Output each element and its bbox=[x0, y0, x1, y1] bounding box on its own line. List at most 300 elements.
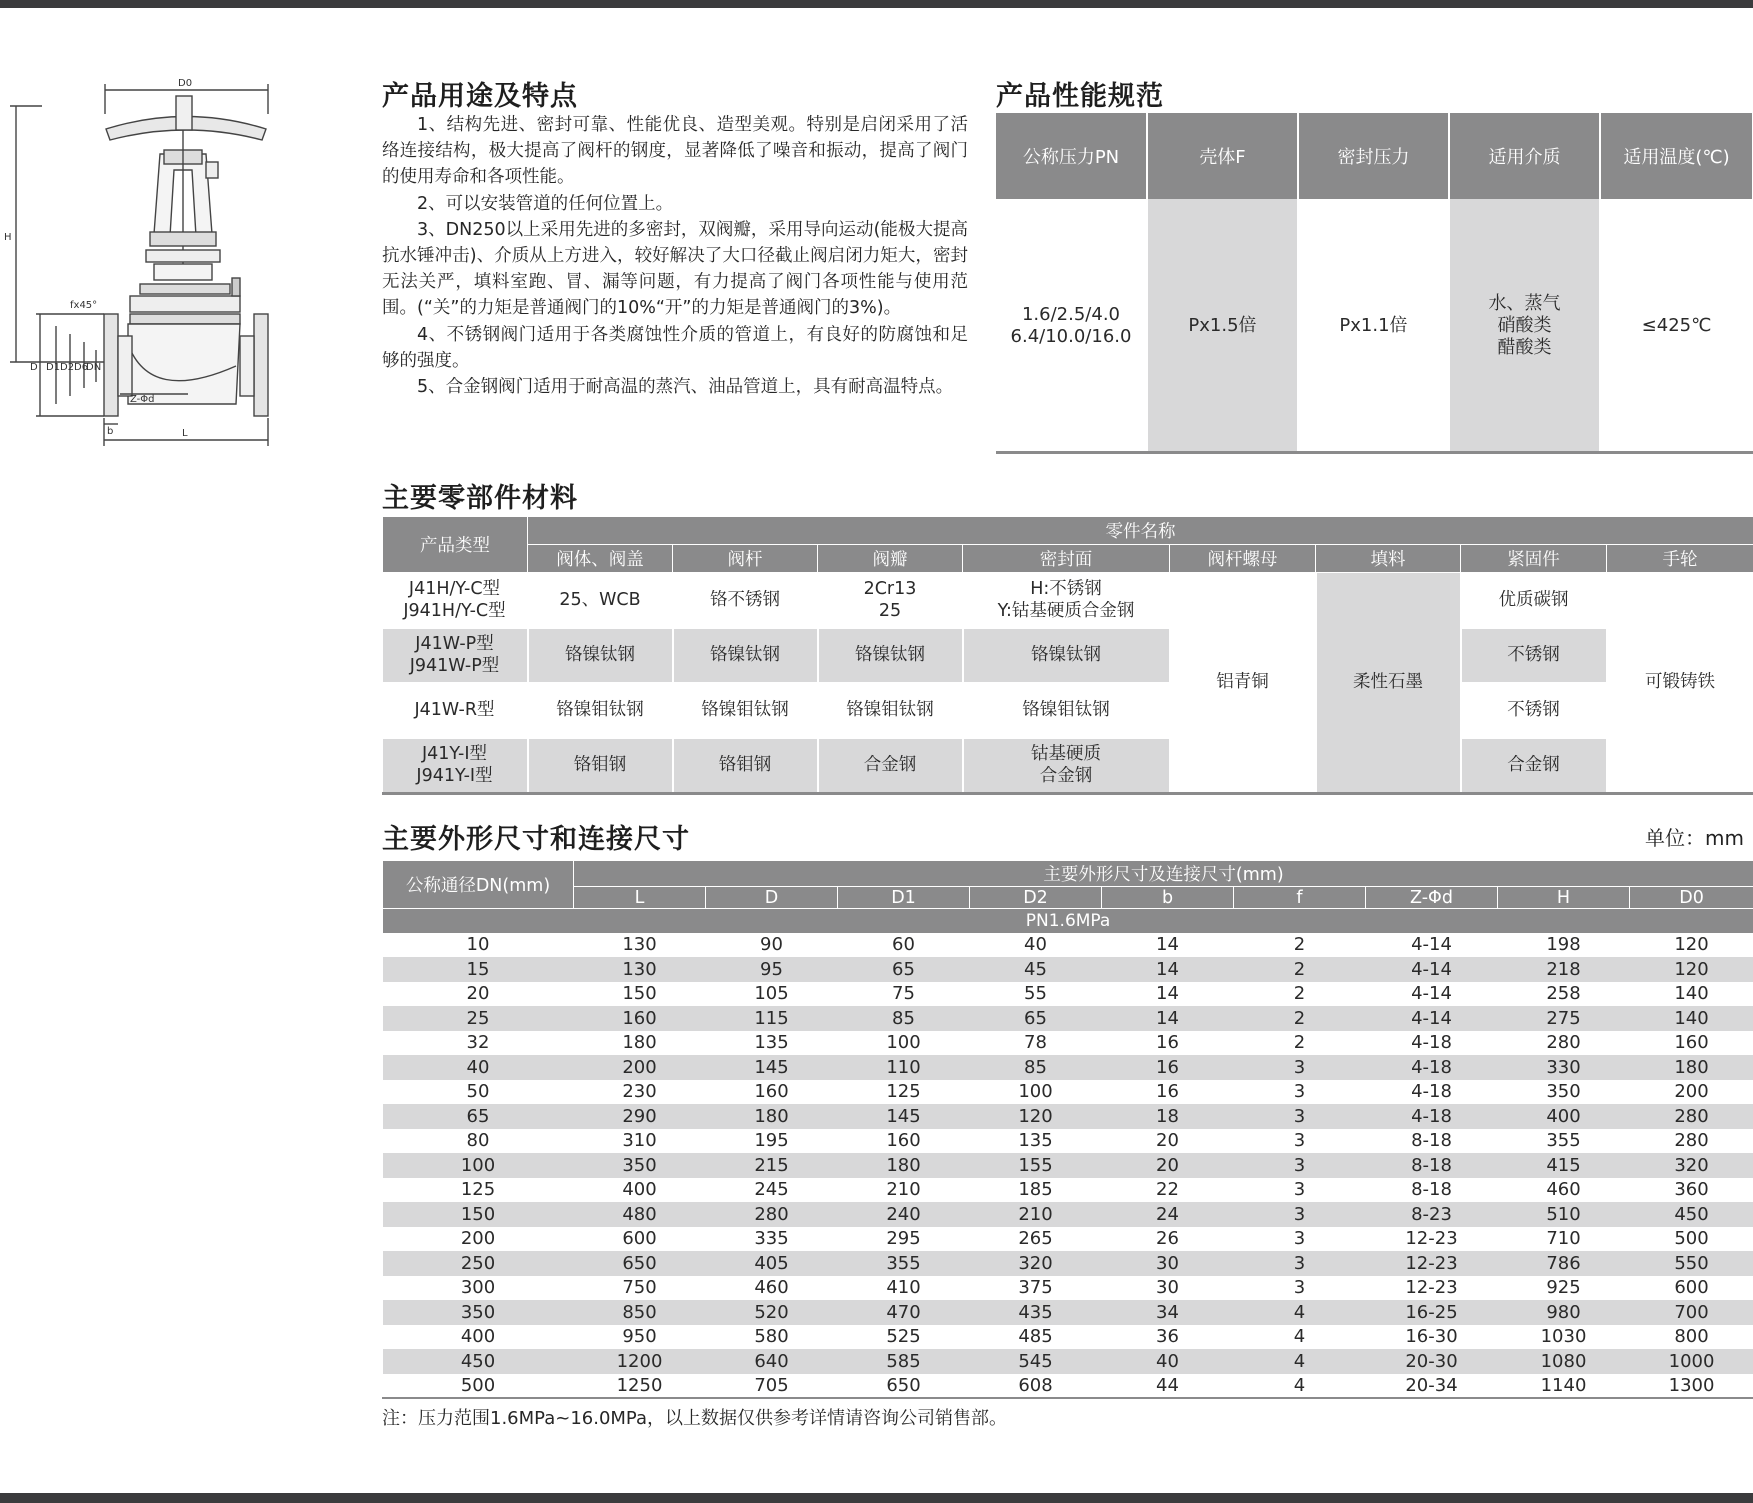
dim-cell: 1080 bbox=[1498, 1349, 1630, 1374]
mat-disc: 铬镍钛钢 bbox=[818, 628, 963, 683]
dim-cell: 295 bbox=[886, 1228, 921, 1250]
mat-col-packing: 填料 bbox=[1316, 545, 1461, 573]
dim-cell: 30 bbox=[1102, 1251, 1234, 1276]
materials-table bbox=[382, 516, 1753, 794]
dim-cell: 1200 bbox=[574, 1349, 706, 1374]
dim-cell: 4-18 bbox=[1411, 1032, 1452, 1054]
dim-cell: 32 bbox=[466, 1032, 490, 1054]
dim-cell: 135 bbox=[1018, 1130, 1053, 1152]
dim-cell: 2 bbox=[1293, 983, 1306, 1005]
dim-cell: 100 bbox=[886, 1032, 921, 1054]
dim-pn-label: PN1.6MPa bbox=[383, 909, 1753, 933]
dim-cell: 8-18 bbox=[1411, 1179, 1452, 1201]
dim-cell: 180 bbox=[622, 1032, 657, 1054]
mat-packing: 柔性石墨 bbox=[1316, 573, 1461, 793]
drawing-label-d: D bbox=[30, 362, 38, 373]
table-row bbox=[383, 738, 1753, 793]
mat-disc: 铬镍钼钛钢 bbox=[818, 683, 963, 738]
drawing-label-h: H bbox=[4, 232, 12, 243]
mat-stem-nut: 铝青铜 bbox=[1170, 573, 1316, 793]
dim-cell: 22 bbox=[1156, 1179, 1179, 1201]
dim-cell: 400 bbox=[622, 1179, 657, 1201]
dim-cell: 710 bbox=[1546, 1228, 1581, 1250]
mat-stem: 铬镍钛钢 bbox=[673, 628, 818, 683]
dim-cell: 110 bbox=[838, 1055, 970, 1080]
dim-cell: 195 bbox=[754, 1130, 789, 1152]
dim-cell: 140 bbox=[1630, 1006, 1753, 1031]
table-row bbox=[383, 573, 1753, 628]
dim-cell: 545 bbox=[970, 1349, 1102, 1374]
table-row bbox=[383, 1349, 1753, 1374]
mat-col-body: 阀体、阀盖 bbox=[528, 545, 673, 573]
dim-cell: 450 bbox=[1630, 1202, 1753, 1227]
dim-cell: 290 bbox=[574, 1104, 706, 1129]
dim-cell: 125 bbox=[886, 1081, 921, 1103]
dim-cell: 405 bbox=[706, 1251, 838, 1276]
dim-header-dn: 公称通径DN(mm) bbox=[383, 861, 574, 909]
dim-cell: 18 bbox=[1102, 1104, 1234, 1129]
dim-cell: 980 bbox=[1498, 1300, 1630, 1325]
dim-cell: 1250 bbox=[616, 1375, 663, 1397]
dim-cell: 12-23 bbox=[1405, 1228, 1458, 1250]
table-row bbox=[383, 1031, 1753, 1056]
dim-cell: 16 bbox=[1156, 1032, 1179, 1054]
mat-stem: 铬不锈钢 bbox=[673, 573, 818, 628]
mat-col-disc: 阀瓣 bbox=[818, 545, 963, 573]
dim-cell: 2 bbox=[1234, 957, 1366, 982]
dim-cell: 200 bbox=[1674, 1081, 1709, 1103]
dim-cell: 435 bbox=[970, 1300, 1102, 1325]
dim-cell: 55 bbox=[1024, 983, 1047, 1005]
mat-type: J41Y-I型 J941Y-I型 bbox=[383, 738, 528, 793]
dim-cell: 335 bbox=[754, 1228, 789, 1250]
dim-cell: 280 bbox=[1630, 1104, 1753, 1129]
dim-cell: 258 bbox=[1546, 983, 1581, 1005]
dim-cell: 4-14 bbox=[1366, 1006, 1498, 1031]
perf-header-seal: 密封压力 bbox=[1298, 113, 1449, 199]
dim-cell: 20-34 bbox=[1405, 1375, 1458, 1397]
mat-fastener: 不锈钢 bbox=[1461, 683, 1607, 738]
mat-col-seal: 密封面 bbox=[963, 545, 1170, 573]
dim-cell: 130 bbox=[622, 934, 657, 956]
dim-cell: 160 bbox=[1674, 1032, 1709, 1054]
dim-cell: 310 bbox=[622, 1130, 657, 1152]
dim-cell: 4-14 bbox=[1411, 934, 1452, 956]
dim-cell: 3 bbox=[1293, 1277, 1306, 1299]
table-row bbox=[383, 1129, 1753, 1154]
bottom-bar bbox=[0, 1493, 1753, 1503]
dim-cell: 36 bbox=[1156, 1326, 1179, 1348]
dim-cell: 700 bbox=[1630, 1300, 1753, 1325]
dim-cell: 180 bbox=[1630, 1055, 1753, 1080]
dimensions-title: 主要外形尺寸和连接尺寸 bbox=[382, 824, 690, 855]
feature-item: 3、DN250以上采用先进的多密封，双阀瓣，采用导向运动(能极大提高抗水锤冲击)、介质从上方进入，较好解决了大口径截止阀启闭力矩大，密封无法关严，填料室跑、冒、漏等问题，有力提高了阀门各项性能与使用范围。(“关”的力矩是普通阀门的10%“开”的力矩是普通阀门的3%)。 bbox=[382, 219, 968, 319]
dim-cell: 525 bbox=[886, 1326, 921, 1348]
dim-cell: 4 bbox=[1293, 1375, 1306, 1397]
table-row bbox=[383, 1080, 1753, 1105]
dim-cell: 550 bbox=[1630, 1251, 1753, 1276]
dim-cell: 280 bbox=[1546, 1032, 1581, 1054]
dim-cell: 155 bbox=[970, 1153, 1102, 1178]
dim-cell: 450 bbox=[383, 1349, 574, 1374]
table-row bbox=[383, 1104, 1753, 1129]
dim-cell: 585 bbox=[838, 1349, 970, 1374]
dim-cell: 80 bbox=[466, 1130, 490, 1152]
dim-cell: 120 bbox=[1674, 934, 1709, 956]
mat-body: 铬钼钢 bbox=[528, 738, 673, 793]
dim-cell: 705 bbox=[754, 1375, 789, 1397]
dim-cell: 4-14 bbox=[1366, 957, 1498, 982]
dim-cell: 135 bbox=[754, 1032, 789, 1054]
dim-cell: 460 bbox=[1546, 1179, 1581, 1201]
features-title: 产品用途及特点 bbox=[382, 81, 578, 112]
mat-body: 25、WCB bbox=[528, 573, 673, 628]
dim-cell: 786 bbox=[1498, 1251, 1630, 1276]
table-row bbox=[383, 1178, 1753, 1203]
table-row bbox=[383, 982, 1753, 1007]
dim-cell: 4-18 bbox=[1366, 1104, 1498, 1129]
drawing-label-b: b bbox=[107, 426, 114, 437]
dim-col-h: H bbox=[1498, 887, 1630, 909]
dim-cell: 12-23 bbox=[1366, 1251, 1498, 1276]
dim-cell: 78 bbox=[1024, 1032, 1047, 1054]
table-row bbox=[383, 1006, 1753, 1031]
dim-cell: 3 bbox=[1234, 1153, 1366, 1178]
perf-pressure: 1.6/2.5/4.0 6.4/10.0/16.0 bbox=[996, 199, 1147, 452]
dim-cell: 16 bbox=[1102, 1055, 1234, 1080]
mat-disc: 合金钢 bbox=[818, 738, 963, 793]
dim-cell: 8-18 bbox=[1366, 1153, 1498, 1178]
dim-cell: 50 bbox=[466, 1081, 490, 1103]
dim-cell: 180 bbox=[838, 1153, 970, 1178]
drawing-label-z-d: Z-Φd bbox=[130, 394, 155, 405]
dim-cell: 65 bbox=[970, 1006, 1102, 1031]
perf-header-temp: 适用温度(℃) bbox=[1600, 113, 1753, 199]
table-row bbox=[383, 1153, 1753, 1178]
dim-col-f: f bbox=[1234, 887, 1366, 909]
performance-title: 产品性能规范 bbox=[996, 81, 1164, 112]
table-row bbox=[383, 683, 1753, 738]
dim-cell: 500 bbox=[1674, 1228, 1709, 1250]
dim-cell: 350 bbox=[383, 1300, 574, 1325]
dim-cell: 200 bbox=[460, 1228, 496, 1250]
drawing-label-d0: D0 bbox=[178, 78, 193, 89]
dim-cell: 355 bbox=[1546, 1130, 1581, 1152]
dim-cell: 95 bbox=[706, 957, 838, 982]
dim-cell: 400 bbox=[1498, 1104, 1630, 1129]
dim-cell: 280 bbox=[1674, 1130, 1709, 1152]
dim-cell: 160 bbox=[574, 1006, 706, 1031]
mat-header-type: 产品类型 bbox=[383, 517, 528, 573]
dim-cell: 3 bbox=[1234, 1055, 1366, 1080]
dim-cell: 40 bbox=[1024, 934, 1047, 956]
performance-table bbox=[996, 113, 1753, 452]
dim-cell: 24 bbox=[1102, 1202, 1234, 1227]
dim-cell: 3 bbox=[1234, 1104, 1366, 1129]
dim-cell: 280 bbox=[706, 1202, 838, 1227]
dim-cell: 140 bbox=[1674, 983, 1709, 1005]
feature-item: 2、可以安装管道的任何位置上。 bbox=[417, 193, 674, 214]
dim-cell: 750 bbox=[622, 1277, 657, 1299]
dim-cell: 40 bbox=[1102, 1349, 1234, 1374]
table-row bbox=[383, 1202, 1753, 1227]
dim-col-d2: D2 bbox=[970, 887, 1102, 909]
dim-cell: 85 bbox=[970, 1055, 1102, 1080]
dim-cell: 160 bbox=[754, 1081, 789, 1103]
dim-cell: 480 bbox=[574, 1202, 706, 1227]
perf-seal: Px1.1倍 bbox=[1298, 199, 1449, 452]
dim-cell: 275 bbox=[1498, 1006, 1630, 1031]
dim-cell: 25 bbox=[383, 1006, 574, 1031]
unit-label: 单位：mm bbox=[1645, 826, 1744, 850]
dim-cell: 320 bbox=[1630, 1153, 1753, 1178]
dim-cell: 410 bbox=[886, 1277, 921, 1299]
dim-cell: 145 bbox=[838, 1104, 970, 1129]
dim-cell: 360 bbox=[1674, 1179, 1709, 1201]
dim-cell: 500 bbox=[460, 1375, 496, 1397]
mat-body: 铬镍钼钛钢 bbox=[528, 683, 673, 738]
dim-cell: 600 bbox=[622, 1228, 657, 1250]
dim-cell: 3 bbox=[1234, 1202, 1366, 1227]
drawing-label-d1: D1 bbox=[46, 362, 61, 373]
mat-disc: 2Cr13 25 bbox=[818, 573, 963, 628]
dim-cell: 640 bbox=[706, 1349, 838, 1374]
dim-cell: 3 bbox=[1293, 1228, 1306, 1250]
dim-cell: 180 bbox=[706, 1104, 838, 1129]
dim-cell: 198 bbox=[1546, 934, 1581, 956]
perf-header-pressure: 公称压力PN bbox=[996, 113, 1147, 199]
dim-cell: 4 bbox=[1234, 1300, 1366, 1325]
feature-item: 5、合金钢阀门适用于耐高温的蒸汽、油品管道上，具有耐高温特点。 bbox=[417, 377, 954, 398]
dim-cell: 2 bbox=[1293, 934, 1306, 956]
dim-cell: 3 bbox=[1293, 1130, 1306, 1152]
dim-cell: 3 bbox=[1234, 1251, 1366, 1276]
dim-body bbox=[383, 933, 1753, 1399]
mat-col-stem: 阀杆 bbox=[673, 545, 818, 573]
dim-cell: 950 bbox=[622, 1326, 657, 1348]
dim-cell: 218 bbox=[1498, 957, 1630, 982]
materials-title: 主要零部件材料 bbox=[382, 483, 578, 514]
dim-cell: 650 bbox=[886, 1375, 921, 1397]
dim-cell: 375 bbox=[1018, 1277, 1053, 1299]
dim-cell: 3 bbox=[1293, 1179, 1306, 1201]
dim-cell: 12-23 bbox=[1405, 1277, 1458, 1299]
dim-cell: 3 bbox=[1293, 1081, 1306, 1103]
footnote: 注：压力范围1.6MPa~16.0MPa，以上数据仅供参考详情请咨询公司销售部。 bbox=[382, 1408, 1007, 1429]
dim-header-group: 主要外形尺寸及连接尺寸(mm) bbox=[574, 861, 1753, 887]
dim-col-b: b bbox=[1102, 887, 1234, 909]
table-row bbox=[383, 1325, 1753, 1350]
table-row bbox=[383, 1276, 1753, 1301]
drawing-label-l: L bbox=[182, 428, 188, 439]
top-bar bbox=[0, 0, 1753, 8]
mat-fastener: 合金钢 bbox=[1461, 738, 1607, 793]
dim-cell: 240 bbox=[838, 1202, 970, 1227]
dim-cell: 100 bbox=[383, 1153, 574, 1178]
dim-cell: 120 bbox=[1630, 957, 1753, 982]
dim-bottom-rule bbox=[382, 1397, 1753, 1399]
dim-cell: 355 bbox=[838, 1251, 970, 1276]
perf-medium: 水、蒸气 硝酸类 醋酸类 bbox=[1449, 199, 1600, 452]
features-text bbox=[382, 112, 968, 400]
dim-cell: 20 bbox=[466, 983, 490, 1005]
dim-cell: 20 bbox=[1102, 1153, 1234, 1178]
dim-cell: 150 bbox=[622, 983, 657, 1005]
dim-cell: 4-18 bbox=[1366, 1055, 1498, 1080]
perf-header-shell: 壳体F bbox=[1147, 113, 1298, 199]
drawing-label-fx45: fx45° bbox=[70, 300, 98, 311]
mat-fastener: 不锈钢 bbox=[1461, 628, 1607, 683]
dim-cell: 650 bbox=[574, 1251, 706, 1276]
dim-col-d: D bbox=[706, 887, 838, 909]
dim-cell: 14 bbox=[1156, 983, 1179, 1005]
mat-seal: 铬镍钼钛钢 bbox=[963, 683, 1170, 738]
dim-cell: 185 bbox=[1018, 1179, 1053, 1201]
drawing-label-dn: DN bbox=[86, 362, 102, 373]
table-row bbox=[383, 1300, 1753, 1325]
mat-col-handwheel: 手轮 bbox=[1607, 545, 1753, 573]
feature-item: 1、结构先进、密封可靠、性能优良、造型美观。特别是启闭采用了活络连接结构，极大提高了阀杆的钢度，显著降低了噪音和振动，提高了阀门的使用寿命和各项性能。 bbox=[382, 115, 968, 188]
dim-cell: 400 bbox=[460, 1326, 496, 1348]
dim-cell: 45 bbox=[970, 957, 1102, 982]
dim-cell: 115 bbox=[706, 1006, 838, 1031]
dim-cell: 75 bbox=[892, 983, 915, 1005]
dim-cell: 160 bbox=[886, 1130, 921, 1152]
dim-cell: 350 bbox=[574, 1153, 706, 1178]
dim-cell: 800 bbox=[1674, 1326, 1709, 1348]
dim-cell: 210 bbox=[970, 1202, 1102, 1227]
dim-cell: 105 bbox=[754, 983, 789, 1005]
dim-cell: 200 bbox=[574, 1055, 706, 1080]
dim-cell: 470 bbox=[838, 1300, 970, 1325]
perf-bottom-rule bbox=[996, 451, 1753, 454]
drawing-label-d2: D2 bbox=[60, 362, 75, 373]
dim-cell: 30 bbox=[1156, 1277, 1179, 1299]
mat-bottom-rule bbox=[382, 792, 1753, 795]
dim-cell: 4-18 bbox=[1411, 1081, 1452, 1103]
dim-col-l: L bbox=[574, 887, 706, 909]
table-row bbox=[383, 1374, 1753, 1399]
dimensions-table bbox=[382, 860, 1753, 1398]
mat-seal: 铬镍钛钢 bbox=[963, 628, 1170, 683]
mat-fastener: 优质碳钢 bbox=[1461, 573, 1607, 628]
dim-cell: 215 bbox=[706, 1153, 838, 1178]
mat-handwheel: 可锻铸铁 bbox=[1607, 573, 1753, 793]
dim-cell: 85 bbox=[838, 1006, 970, 1031]
drawing-label-d6: D6 bbox=[74, 362, 89, 373]
dim-cell: 34 bbox=[1102, 1300, 1234, 1325]
dim-cell: 40 bbox=[383, 1055, 574, 1080]
dim-cell: 1000 bbox=[1630, 1349, 1753, 1374]
dim-cell: 26 bbox=[1156, 1228, 1179, 1250]
dim-cell: 16-25 bbox=[1366, 1300, 1498, 1325]
mat-header-parts: 零件名称 bbox=[528, 517, 1753, 545]
dim-cell: 1030 bbox=[1540, 1326, 1587, 1348]
dim-cell: 8-18 bbox=[1411, 1130, 1452, 1152]
dim-cell: 130 bbox=[574, 957, 706, 982]
dim-cell: 608 bbox=[1018, 1375, 1053, 1397]
dim-cell: 4-14 bbox=[1411, 983, 1452, 1005]
dim-cell: 2 bbox=[1293, 1032, 1306, 1054]
dim-col-d1: D1 bbox=[838, 887, 970, 909]
dim-cell: 350 bbox=[1546, 1081, 1581, 1103]
dim-cell: 510 bbox=[1498, 1202, 1630, 1227]
dim-cell: 150 bbox=[383, 1202, 574, 1227]
valve-drawing bbox=[0, 74, 280, 454]
mat-seal: 钴基硬质 合金钢 bbox=[963, 738, 1170, 793]
dim-cell: 16 bbox=[1156, 1081, 1179, 1103]
dim-cell: 10 bbox=[466, 934, 490, 956]
mat-type: J41W-R型 bbox=[383, 683, 528, 738]
dim-cell: 8-23 bbox=[1366, 1202, 1498, 1227]
dim-cell: 330 bbox=[1498, 1055, 1630, 1080]
table-row bbox=[383, 1055, 1753, 1080]
dim-cell: 415 bbox=[1498, 1153, 1630, 1178]
mat-seal: H:不锈钢 Y:钴基硬质合金钢 bbox=[963, 573, 1170, 628]
dim-cell: 15 bbox=[383, 957, 574, 982]
dim-cell: 120 bbox=[970, 1104, 1102, 1129]
dim-cell: 20 bbox=[1156, 1130, 1179, 1152]
dim-cell: 265 bbox=[1018, 1228, 1053, 1250]
dim-cell: 14 bbox=[1156, 934, 1179, 956]
dim-cell: 44 bbox=[1156, 1375, 1179, 1397]
dim-cell: 65 bbox=[383, 1104, 574, 1129]
dim-cell: 100 bbox=[1018, 1081, 1053, 1103]
dim-cell: 65 bbox=[838, 957, 970, 982]
dim-cell: 1300 bbox=[1668, 1375, 1715, 1397]
mat-type: J41W-P型 J941W-P型 bbox=[383, 628, 528, 683]
table-row bbox=[383, 957, 1753, 982]
perf-shell: Px1.5倍 bbox=[1147, 199, 1298, 452]
mat-col-fastener: 紧固件 bbox=[1461, 545, 1607, 573]
dim-cell: 4 bbox=[1293, 1326, 1306, 1348]
mat-stem: 铬镍钼钛钢 bbox=[673, 683, 818, 738]
mat-type: J41H/Y-C型 J941H/Y-C型 bbox=[383, 573, 528, 628]
dim-cell: 245 bbox=[754, 1179, 789, 1201]
dim-cell: 14 bbox=[1102, 1006, 1234, 1031]
table-row bbox=[383, 933, 1753, 958]
dim-cell: 90 bbox=[760, 934, 783, 956]
dim-cell: 485 bbox=[1018, 1326, 1053, 1348]
mat-body: 铬镍钛钢 bbox=[528, 628, 673, 683]
table-row bbox=[383, 1251, 1753, 1276]
dim-cell: 600 bbox=[1674, 1277, 1709, 1299]
dim-cell: 60 bbox=[892, 934, 915, 956]
dim-col-d0: D0 bbox=[1630, 887, 1753, 909]
dim-cell: 250 bbox=[383, 1251, 574, 1276]
dim-cell: 16-30 bbox=[1405, 1326, 1458, 1348]
dim-cell: 2 bbox=[1234, 1006, 1366, 1031]
mat-stem: 铬钼钢 bbox=[673, 738, 818, 793]
dim-cell: 210 bbox=[886, 1179, 921, 1201]
dim-cell: 4 bbox=[1234, 1349, 1366, 1374]
mat-col-stem-nut: 阀杆螺母 bbox=[1170, 545, 1316, 573]
perf-header-medium: 适用介质 bbox=[1449, 113, 1600, 199]
dim-cell: 850 bbox=[574, 1300, 706, 1325]
dim-cell: 520 bbox=[706, 1300, 838, 1325]
dim-cell: 20-30 bbox=[1366, 1349, 1498, 1374]
dim-cell: 460 bbox=[754, 1277, 789, 1299]
table-row bbox=[383, 1227, 1753, 1252]
dim-col-z-d: Z-Φd bbox=[1366, 887, 1498, 909]
table-row bbox=[383, 628, 1753, 683]
dim-cell: 125 bbox=[460, 1179, 496, 1201]
perf-temp: ≤425℃ bbox=[1600, 199, 1753, 452]
feature-item: 4、不锈钢阀门适用于各类腐蚀性介质的管道上，有良好的防腐蚀和足够的强度。 bbox=[382, 324, 968, 371]
dim-cell: 580 bbox=[754, 1326, 789, 1348]
dim-cell: 925 bbox=[1546, 1277, 1581, 1299]
dim-cell: 230 bbox=[622, 1081, 657, 1103]
